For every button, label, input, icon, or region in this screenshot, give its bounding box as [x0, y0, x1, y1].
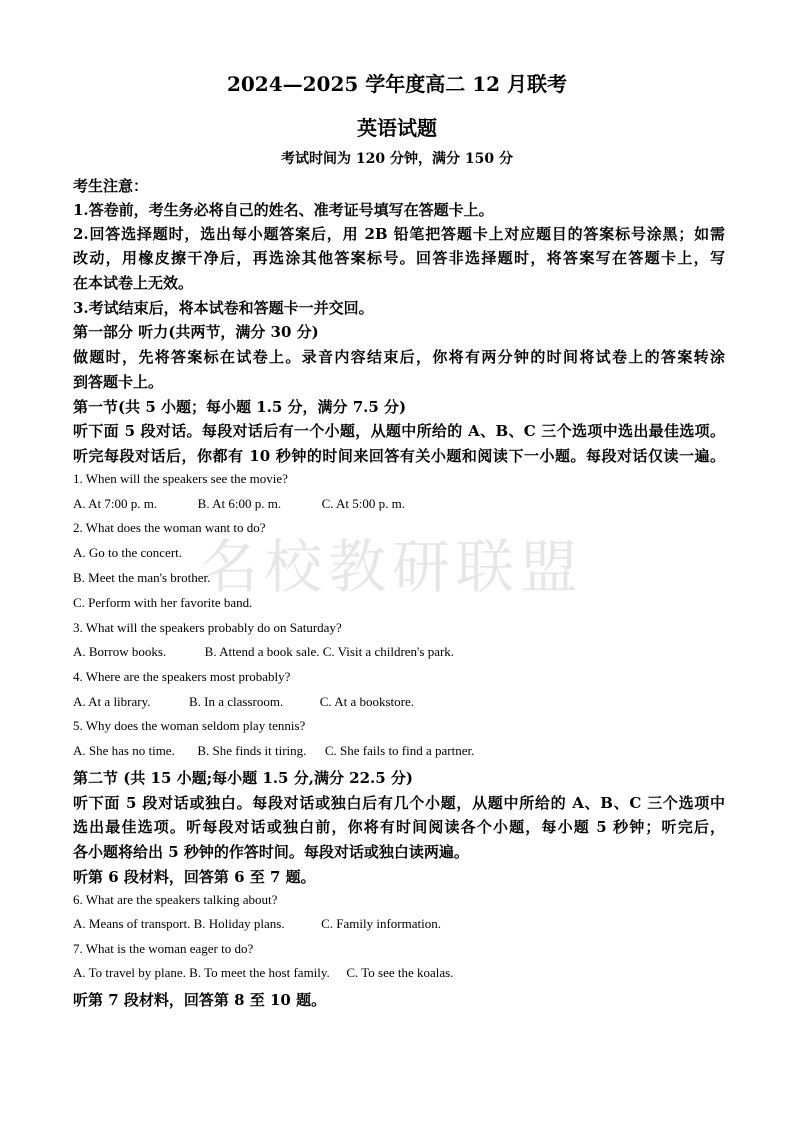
question-2-option-c: C. Perform with her favorite band.	[73, 595, 253, 610]
option-c: C. She fails to find a partner.	[324, 743, 475, 758]
option-a: A. At a library.	[73, 694, 151, 709]
question-7: 7. What is the woman eager to do?	[73, 941, 254, 956]
question-4: 4. Where are the speakers most probably?	[73, 669, 291, 684]
option-a: A. At 7:00 p. m.	[73, 496, 158, 511]
question-2-option-b: B. Meet the man's brother.	[73, 570, 211, 585]
part1-intro-1: 做题时，先将答案标在试卷上。录音内容结束后，你将有两分钟的时间将试卷上的答案转涂	[73, 348, 725, 366]
option-a: A. She has no time.	[73, 743, 175, 758]
question-1: 1. When will the speakers see the movie?	[73, 471, 288, 486]
option-b: B. In a classroom.	[189, 694, 284, 709]
option-a: A. Borrow books.	[73, 644, 167, 659]
exam-info: 考试时间为 120 分钟，满分 150 分	[281, 151, 513, 167]
option-bc: B. Attend a book sale. C. Visit a children's park.	[204, 644, 455, 659]
exam-title: 2024—2025 学年度高二 12 月联考	[226, 72, 568, 96]
section2-intro-3: 各小题将给出 5 秒钟的作答时间。每段对话或独白读两遍。	[73, 843, 469, 861]
material-6-heading: 听第 6 段材料，回答第 6 至 7 题。	[73, 868, 316, 886]
watermark-text: 名校教研联盟	[200, 533, 585, 601]
notice-heading: 考生注意：	[73, 177, 149, 195]
question-7-options	[73, 965, 725, 981]
option-b: B. She finds it tiring.	[197, 743, 307, 758]
question-1-options	[73, 496, 725, 512]
question-2: 2. What does the woman want to do?	[73, 520, 266, 535]
question-4-options	[73, 694, 725, 710]
option-c: C. To see the koalas.	[346, 965, 454, 980]
question-5-options	[73, 743, 725, 759]
question-2-option-a: A. Go to the concert.	[73, 545, 183, 560]
section1-intro-2: 听完每段对话后，你都有 10 秒钟的时间来回答有关小题和阅读下一小题。每段对话仅读一遍。	[73, 447, 725, 465]
section2-intro-1: 听下面 5 段对话或独白。每段对话或独白后有几个小题，从题中所给的 A、B、C 三个选项中	[73, 794, 725, 812]
section2-heading: 第二节 (共 15 小题;每小题 1.5 分,满分 22.5 分)	[73, 769, 414, 787]
section1-heading: 第一节(共 5 小题；每小题 1.5 分，满分 7.5 分)	[73, 398, 407, 416]
exam-subject: 英语试题	[357, 116, 437, 140]
question-5: 5. Why does the woman seldom play tennis?	[73, 718, 306, 733]
option-c: C. At a bookstore.	[319, 694, 414, 709]
notice-line-2: 2.回答选择题时，选出每小题答案后，用 2B 铅笔把答题卡上对应题目的答案标号涂黑；如需	[73, 225, 725, 243]
question-6: 6. What are the speakers talking about?	[73, 892, 278, 907]
question-6-options	[73, 916, 725, 932]
part1-heading: 第一部分 听力(共两节，满分 30 分)	[73, 323, 319, 341]
notice-line-5: 3.考试结束后，将本试卷和答题卡一并交回。	[73, 299, 374, 317]
notice-line-4: 在本试卷上无效。	[73, 274, 194, 292]
question-3-options	[73, 644, 725, 660]
section1-intro-1: 听下面 5 段对话。每段对话后有一个小题，从题中所给的 A、B、C 三个选项中选出最佳选项。	[73, 422, 725, 440]
part1-intro-2: 到答题卡上。	[73, 373, 164, 391]
notice-line-1: 1.答卷前，考生务必将自己的姓名、准考证号填写在答题卡上。	[73, 201, 494, 219]
material-7-heading: 听第 7 段材料，回答第 8 至 10 题。	[73, 991, 327, 1009]
option-c: C. Family information.	[321, 916, 441, 931]
option-b: B. At 6:00 p. m.	[197, 496, 282, 511]
option-c: C. At 5:00 p. m.	[321, 496, 406, 511]
question-3: 3. What will the speakers probably do on Saturday?	[73, 620, 342, 635]
option-ab: A. To travel by plane. B. To meet the host family.	[73, 965, 330, 980]
section2-intro-2: 选出最佳选项。听每段对话或独白前，你将有时间阅读各个小题，每小题 5 秒钟；听完后，	[73, 818, 725, 836]
option-ab: A. Means of transport. B. Holiday plans.	[73, 916, 285, 931]
notice-line-3: 改动，用橡皮擦干净后，再选涂其他答案标号。回答非选择题时，将答案写在答题卡上，写	[73, 249, 725, 267]
